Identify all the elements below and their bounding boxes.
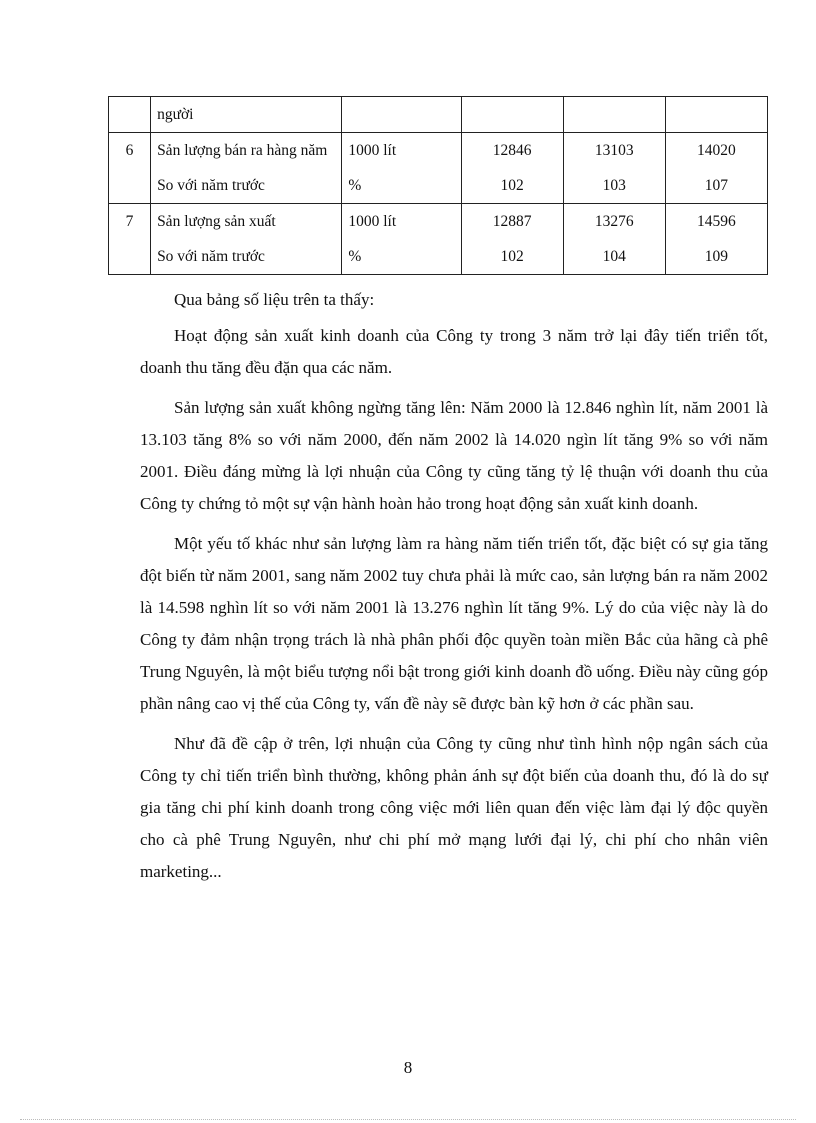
value: 13276: [594, 213, 634, 230]
percent: 104: [602, 248, 626, 265]
unit-value: 1000 lít: [348, 213, 397, 230]
row-label: Sản lượng bán ra hàng năm: [157, 142, 328, 159]
percent: 102: [500, 248, 524, 265]
paragraph: Hoạt động sản xuất kinh doanh của Công ty trong 3 năm trở lại đây tiến triển tốt, doanh thu tăng đều đặn qua các năm.: [140, 326, 768, 377]
page-bottom-divider: [20, 1119, 796, 1120]
table-cell-2000: [461, 133, 563, 204]
paragraph-intro: Qua bảng số liệu trên ta thấy:: [174, 290, 375, 309]
unit-value: 1000 lít: [348, 142, 397, 159]
statistics-table: [108, 96, 768, 275]
table-row: [109, 204, 768, 275]
paragraph: Như đã đề cập ở trên, lợi nhuận của Công ty cũng như tình hình nộp ngân sách của Công ty chỉ tiến triển bình thường, không phản ánh sự đột biến của doanh thu, đó là do sự gia tăng chi phí kinh doanh trong công việc mới liên quan đến việc làm đại lý độc quyền cho cà phê Trung Nguyên, như chi phí mở mạng lưới đại lý, chi phí cho nhân viên marketing...: [140, 734, 768, 881]
table-row: [109, 133, 768, 204]
table-cell-2002: [665, 204, 767, 275]
table-cell-no: [109, 97, 151, 133]
value: 14020: [697, 142, 736, 159]
table-cell-unit: [342, 204, 461, 275]
value: 14596: [697, 213, 736, 230]
table-cell-name: [151, 204, 342, 275]
table-cell-2000: [461, 204, 563, 275]
row-sublabel: So với năm trước: [157, 177, 265, 194]
table-cell-unit: [342, 133, 461, 204]
paragraph: Một yếu tố khác như sản lượng làm ra hàng năm tiến triển tốt, đặc biệt có sự gia tăng đột biến từ năm 2001, sang năm 2002 tuy chưa phải là mức cao, sản lượng bán ra năm 2002 là 14.598 nghìn lít so với năm 2001 là 13.276 nghìn lít tăng 9%. Lý do của việc này là do Công ty đảm nhận trọng trách là nhà phân phối độc quyền toàn miền Bắc của hãng cà phê Trung Nguyên, là một biểu tượng nổi bật trong giới kinh doanh đồ uống. Điều này cũng góp phần nâng cao vị thế của Công ty, vấn đề này sẽ được bàn kỹ hơn ở các phần sau.: [140, 534, 768, 713]
table-cell-name: [151, 133, 342, 204]
value: 12887: [492, 213, 532, 230]
percent: 103: [602, 177, 626, 194]
paragraph: Sản lượng sản xuất không ngừng tăng lên: Năm 2000 là 12.846 nghìn lít, năm 2001 là 13.103 tăng 8% so với năm 2000, đến năm 2002 là 14.020 ngìn lít tăng 9% so với năm 2001. Điều đáng mừng là lợi nhuận của Công ty cũng tăng tỷ lệ thuận với doanh thu của Công ty chứng tỏ một sự vận hành hoàn hảo trong hoạt động sản xuất kinh doanh.: [140, 398, 768, 513]
table-cell-2001: [563, 97, 665, 133]
unit-percent: %: [348, 177, 362, 194]
table-cell-no: 7: [109, 204, 151, 275]
value: 12846: [492, 142, 532, 159]
table-cell-unit: [342, 97, 461, 133]
unit-percent: %: [348, 248, 362, 265]
table-cell-name: người: [151, 97, 342, 133]
table-cell-2001: [563, 133, 665, 204]
row-label: Sản lượng sản xuất: [157, 213, 276, 230]
percent: 102: [500, 177, 524, 194]
table-row: [109, 97, 768, 133]
row-sublabel: So với năm trước: [157, 248, 265, 265]
body-text: [140, 284, 768, 896]
table-cell-2001: [563, 204, 665, 275]
table-cell-2002: [665, 97, 767, 133]
page-number: 8: [403, 1058, 413, 1077]
table-cell-2000: [461, 97, 563, 133]
percent: 109: [704, 248, 729, 265]
table-cell-2002: [665, 133, 767, 204]
value: 13103: [594, 142, 634, 159]
percent: 107: [704, 177, 729, 194]
table-cell-no: 6: [109, 133, 151, 204]
